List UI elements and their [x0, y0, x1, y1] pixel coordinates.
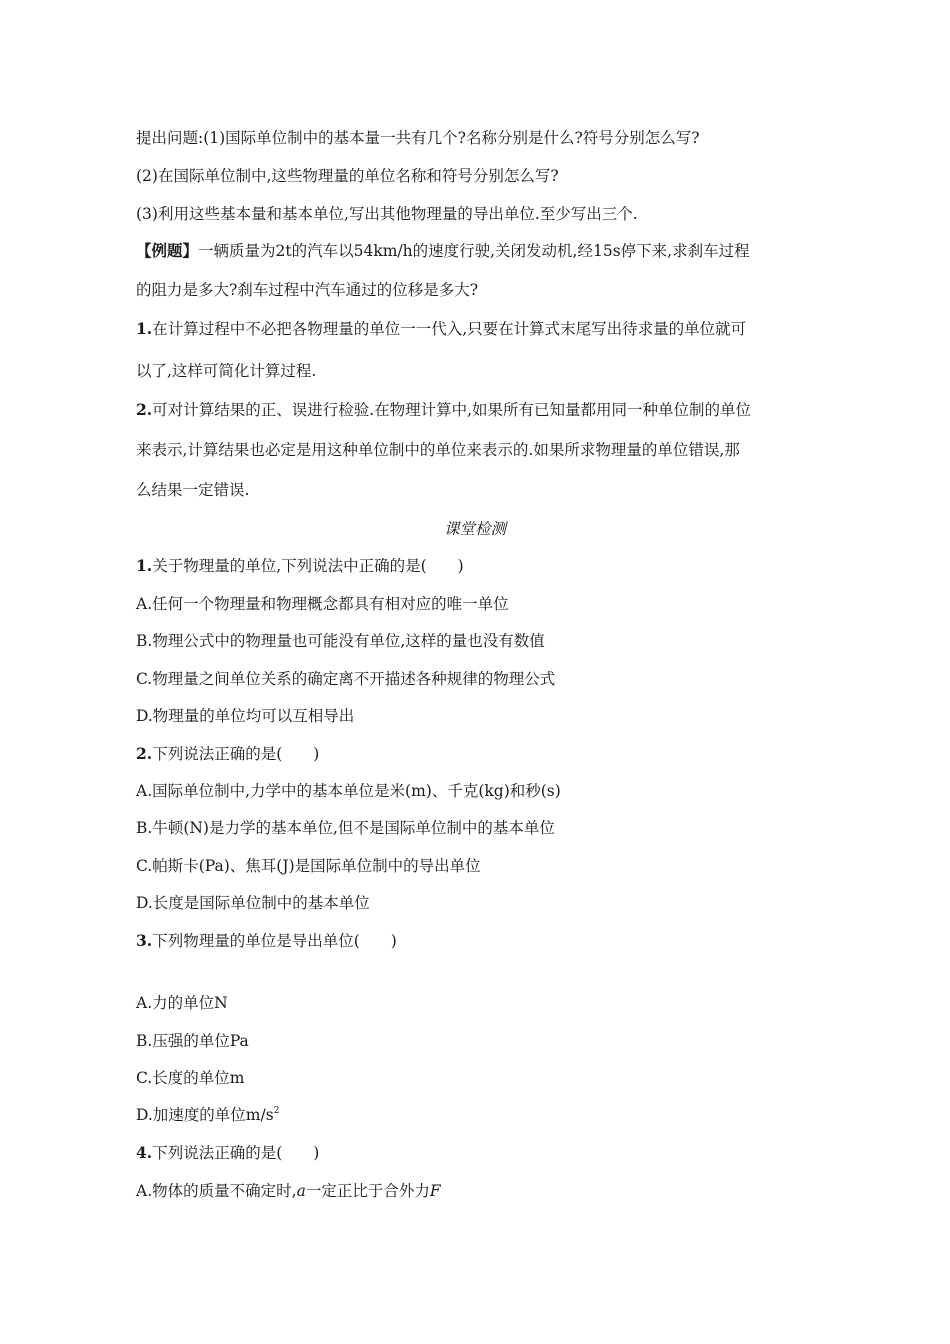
question-3-option-d [136, 1105, 279, 1125]
question-number: 1. [136, 556, 153, 575]
question-2-option-c: C.帕斯卡(Pa)、焦耳(J)是国际单位制中的导出单位 [136, 857, 481, 875]
question-2-option-b: B.牛顿(N)是力学的基本单位,但不是国际单位制中的基本单位 [136, 819, 555, 837]
question-stem: 下列物理量的单位是导出单位( ) [152, 932, 397, 950]
intro-question-1: 提出问题:(1)国际单位制中的基本量一共有几个?名称分别是什么?符号分别怎么写? [136, 129, 700, 147]
intro-question-3: (3)利用这些基本量和基本单位,写出其他物理量的导出单位.至少写出三个. [136, 205, 638, 223]
option-text: 一定正比于合外力 [305, 1182, 430, 1200]
question-3-option-c: C.长度的单位m [136, 1069, 245, 1087]
question-number: 3. [136, 931, 153, 950]
question-3-stem [136, 931, 397, 951]
superscript: 2 [273, 1106, 280, 1116]
question-stem: 关于物理量的单位,下列说法中正确的是( ) [152, 557, 464, 575]
note-2-line-1 [136, 400, 751, 420]
question-number: 2. [136, 744, 153, 763]
example-line-1 [136, 241, 750, 261]
example-tag: 【例题】 [136, 241, 199, 260]
question-3-option-b: B.压强的单位Pa [136, 1032, 249, 1050]
question-stem: 下列说法正确的是( ) [152, 1144, 320, 1162]
note-2-line-3: 么结果一定错误. [136, 481, 250, 499]
question-4-stem [136, 1143, 319, 1163]
note-1-line-1 [136, 319, 746, 339]
question-4-option-a [136, 1181, 441, 1201]
question-1-option-d: D.物理量的单位均可以互相导出 [136, 707, 355, 725]
section-title: 课堂检测 [443, 520, 506, 538]
note-number: 2. [136, 400, 153, 419]
option-text: A.物体的质量不确定时, [136, 1182, 297, 1200]
question-number: 4. [136, 1143, 153, 1162]
note-text: 在计算过程中不必把各物理量的单位一一代入,只要在计算式末尾写出待求量的单位就可 [152, 320, 747, 338]
option-text: D.加速度的单位m/s [136, 1106, 274, 1124]
note-1-line-2: 以了,这样可简化计算过程. [136, 362, 317, 380]
note-number: 1. [136, 319, 153, 338]
question-2-option-d: D.长度是国际单位制中的基本单位 [136, 894, 370, 912]
note-2-line-2: 来表示,计算结果也必定是用这种单位制中的单位来表示的.如果所求物理量的单位错误,那 [136, 441, 740, 459]
question-1-option-a: A.任何一个物理量和物理概念都具有相对应的唯一单位 [136, 595, 509, 613]
variable-f: F [429, 1182, 441, 1200]
example-line-2: 的阻力是多大?刹车过程中汽车通过的位移是多大? [136, 281, 479, 299]
question-1-stem [136, 556, 464, 576]
question-2-stem [136, 744, 319, 764]
question-1-option-b: B.物理公式中的物理量也可能没有单位,这样的量也没有数值 [136, 632, 545, 650]
question-3-option-a: A.力的单位N [136, 994, 228, 1012]
note-text: 可对计算结果的正、误进行检验.在物理计算中,如果所有已知量都用同一种单位制的单位 [152, 401, 752, 419]
question-stem: 下列说法正确的是( ) [152, 745, 320, 763]
question-1-option-c: C.物理量之间单位关系的确定离不开描述各种规律的物理公式 [136, 670, 556, 688]
intro-question-2: (2)在国际单位制中,这些物理量的单位名称和符号分别怎么写? [136, 167, 559, 185]
variable-a: a [296, 1182, 306, 1200]
example-text-1: 一辆质量为2t的汽车以54km/h的速度行驶,关闭发动机,经15s停下来,求刹车过程 [198, 242, 750, 260]
question-2-option-a: A.国际单位制中,力学中的基本单位是米(m)、千克(kg)和秒(s) [136, 782, 561, 800]
